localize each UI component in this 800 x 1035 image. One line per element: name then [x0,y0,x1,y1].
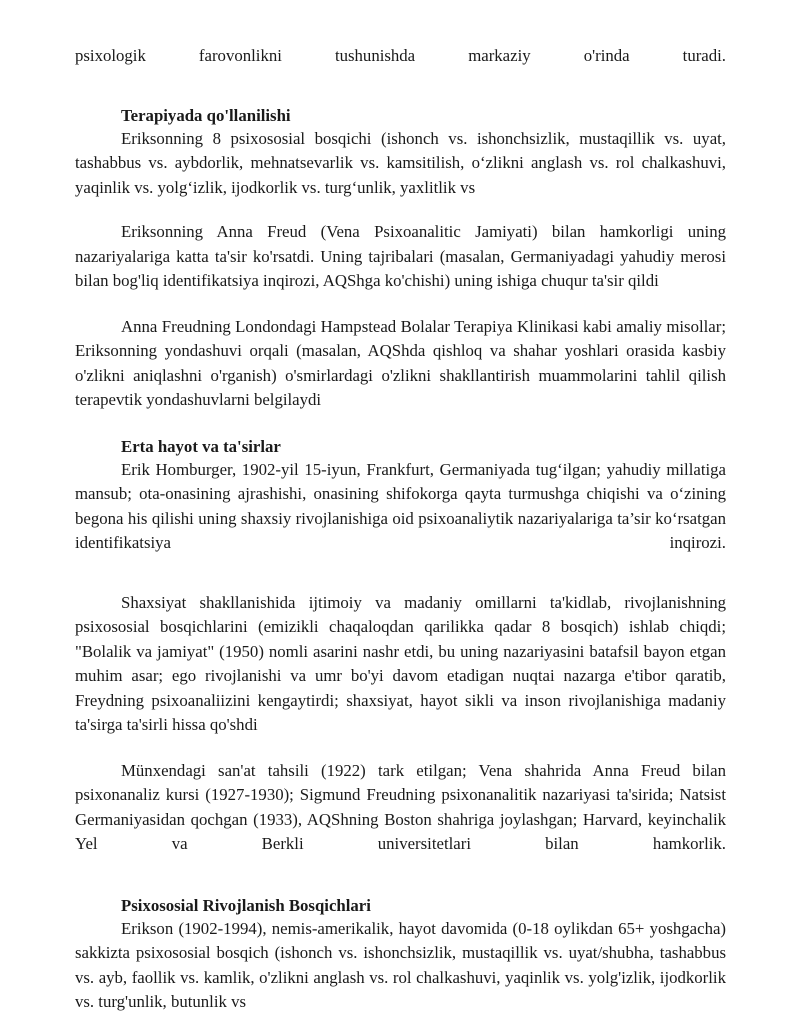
document-page [75,44,726,1015]
paragraph-therapy-2: Eriksonning Anna Freud (Vena Psixoanalitic Jamiyati) bilan hamkorligi uning nazariyalariga katta ta'sir ko'rsatdi. Uning tajribalari (masalan, Germaniyadagi yahudiy merosi bilan bog'liq identifikatsiya inqirozi, AQShga ko'chishi) uning ishiga chuqur ta'sir qildi [75,222,726,290]
paragraph-stages-1: Erikson (1902-1994), nemis-amerikalik, hayot davomida (0-18 oylikdan 65+ yoshgacha) sakkizta psixososial bosqich (ishonch vs. ishonchsizlik, mustaqillik vs. uyat/shubha, tashabbus vs. ayb, faollik vs. kamlik, o'zlikni anglash vs. rol chalkashuvi, yaqinlik vs. yolg'izlik, ijodkorlik vs. turg'unlik, butunlik vs [75,918,726,1011]
section-heading-early-life: Erta hayot va ta'sirlar [121,436,281,456]
section-heading-stages: Psixososial Rivojlanish Bosqichlari [121,895,371,915]
intro-line: psixologik farovonlikni tushunishda markaziy o'rinda turadi. [75,46,726,65]
paragraph-early-life-1: Erik Homburger, 1902-yil 15-iyun, Frankfurt, Germaniyada tug‘ilgan; yahudiy millatiga mansub; ota-onasining ajrashishi, onasining shifokorga qayta turmushga chiqishi va o‘zining begona his qilishi uning shaxsiy rivojlanishiga oid psixoanaliytik nazariyalariga ta’sir ko‘rsatgan identifikatsiya inqirozi. [75,459,726,552]
paragraph-early-life-3: Münxendagi san'at tahsili (1922) tark etilgan; Vena shahrida Anna Freud bilan psixonanaliz kursi (1927-1930); Sigmund Freudning psixonanalitik nazariyasi ta'sirida; Natsist Germaniyasidan qochgan (1933), AQShning Boston shahriga joylashgan; Harvard, keyinchalik Yel va Berkli universitetlari bilan hamkorlik. [75,760,726,853]
paragraph-therapy-3: Anna Freudning Londondagi Hampstead Bolalar Terapiya Klinikasi kabi amaliy misollar; Eriksonning yondashuvi orqali (masalan, AQShda qishloq va shahar yoshlari orasida kasbiy o'zlikni aniqlashni o'rganish) o'smirlardagi o'zlikni shakllantirish muammolarini tahlil qilish terapevtik yondashuvlarni belgilaydi [75,316,726,409]
paragraph-therapy-1: Eriksonning 8 psixososial bosqichi (ishonch vs. ishonchsizlik, mustaqillik vs. uyat, tashabbus vs. aybdorlik, mehnatsevarlik vs. kamsitilish, o‘zlikni anglash vs. rol chalkashuvi, yaqinlik vs. yolg‘izlik, ijodkorlik vs. turg‘unlik, yaxlitlik vs [75,128,726,197]
paragraph-early-life-2: Shaxsiyat shakllanishida ijtimoiy va madaniy omillarni ta'kidlab, rivojlanishning psixososial bosqichlarini (emizikli chaqaloqdan qarilikka qadar 8 bosqich) ishlab chiqdi; "Bolalik va jamiyat" (1950) nomli asarini nashr etdi, bu uning nazariyasini batafsil bayon etgan muhim asar; ego rivojlanishi va umr bo'yi davom etadigan nuqtai nazarga e'tibor qaratib, Freydning psixoanaliizini kengaytirdi; shaxsiyat, hayot sikli va inson rivojlanishiga madaniy ta'sirga ta'sirli hissa qo'shdi [75,592,726,734]
section-heading-therapy: Terapiyada qo'llanilishi [121,105,291,125]
